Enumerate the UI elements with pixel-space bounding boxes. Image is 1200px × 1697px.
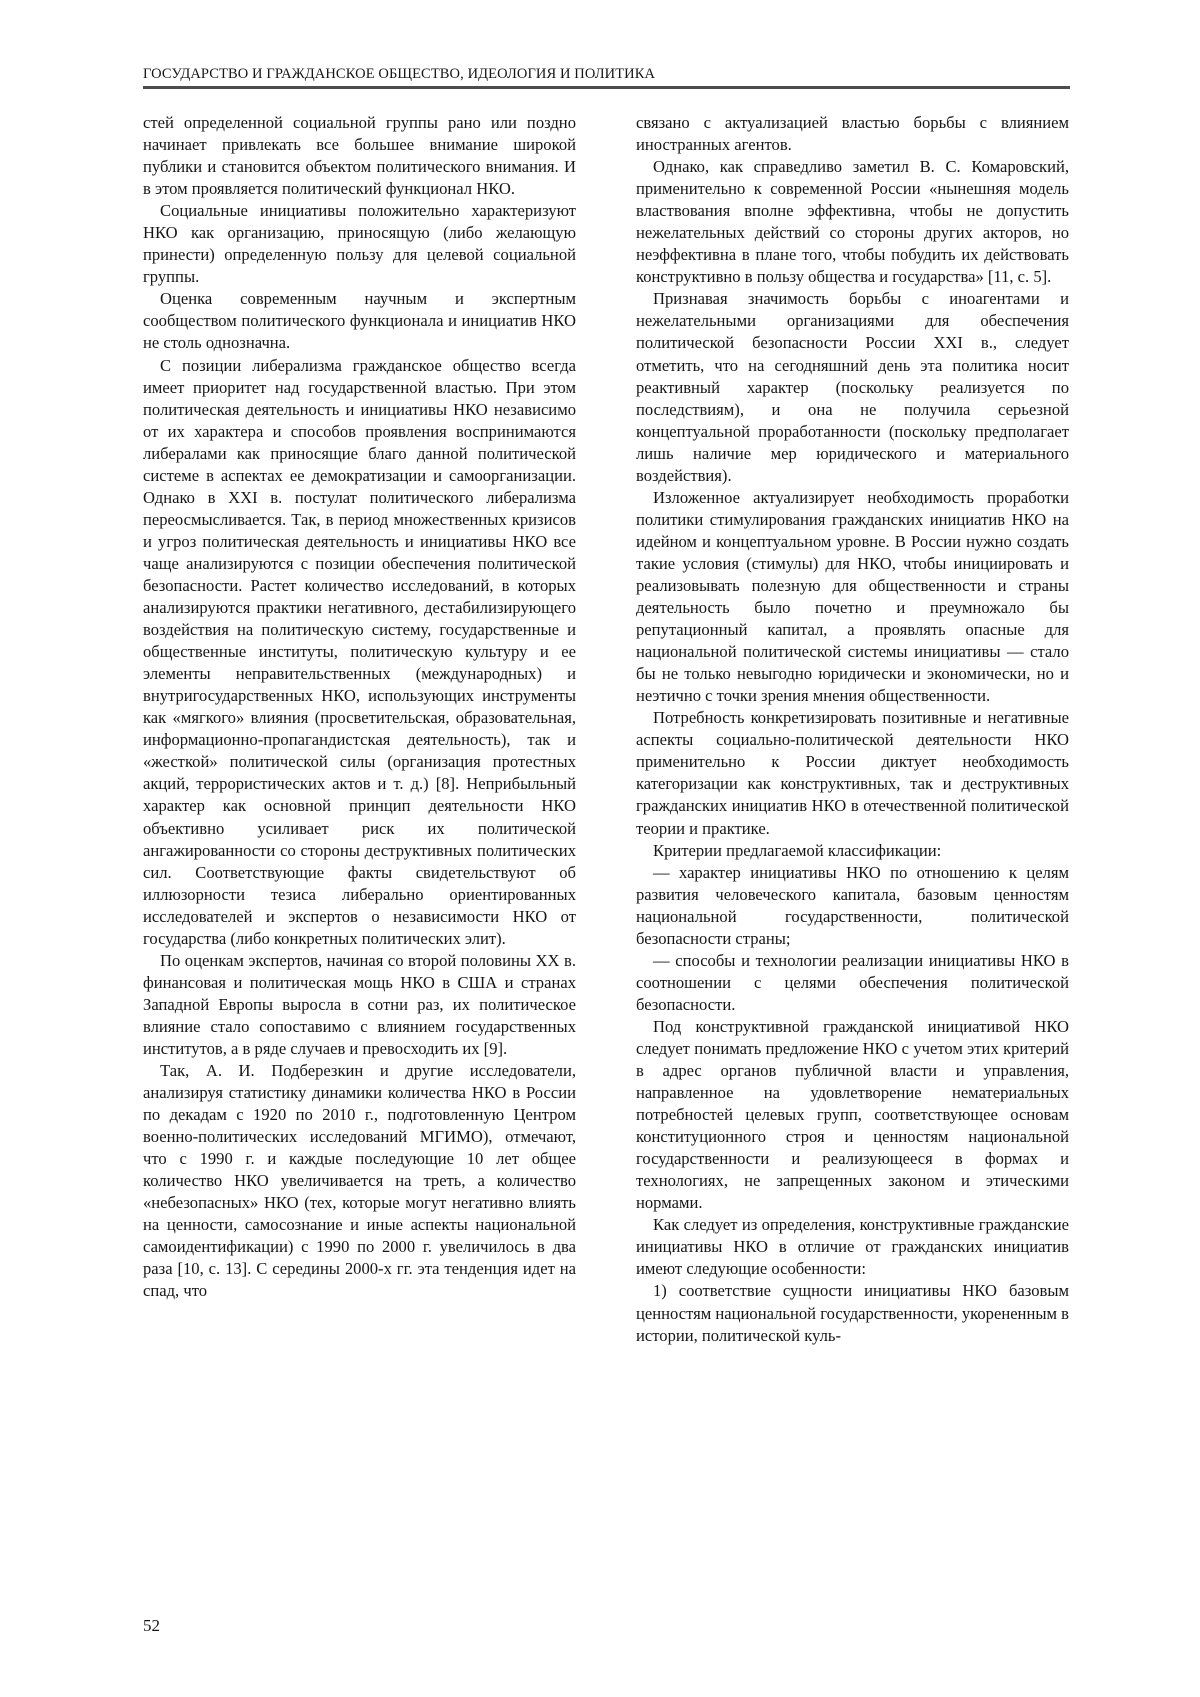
paragraph: стей определенной социальной группы рано или поздно начинает привлекать все большее внимание широкой публики и становится объектом политического внимания. И в этом проявляется политический функционал НКО. bbox=[143, 113, 576, 199]
paragraph: связано с актуализацией властью борьбы с влиянием иностранных агентов. bbox=[636, 113, 1069, 155]
paragraph: Оценка современным научным и экспертным сообществом политического функционала и инициатив НКО не столь однозначна. bbox=[143, 289, 576, 353]
paragraph: Изложенное актуализирует необходимость проработки политики стимулирования гражданских инициатив НКО на идейном и концептуальном уровне. В России нужно создать такие условия (стимулы) для НКО, чтобы инициировать и реализовывать полезную для общественности и страны деятельность было почетно и преумножало бы репутационный капитал, а проявлять опасные для национальной политической системы инициативы — стало бы не только невыгодно юридически и экономически, но и неэтично с точки зрения мнения общественности. bbox=[636, 487, 1069, 706]
running-header: ГОСУДАРСТВО И ГРАЖДАНСКОЕ ОБЩЕСТВО, ИДЕОЛОГИЯ И ПОЛИТИКА bbox=[143, 66, 656, 82]
paragraph: Социальные инициативы положительно характеризуют НКО как организацию, приносящую (либо желающую принести) определенную пользу для целевой социальной группы. bbox=[143, 201, 576, 287]
paragraph: Признавая значимость борьбы с иноагентами и нежелательными организациями для обеспечения политической безопасности России XXI в., следует отметить, что на сегодняшний день эта политика носит реактивный характер (поскольку реализуется по последствиям), и она не получила серьезной концептуальной проработанности (поскольку предполагает лишь наличие мер юридического и материального воздействия). bbox=[636, 289, 1069, 485]
paragraph: Так, А. И. Подберезкин и другие исследователи, анализируя статистику динамики количества НКО в России по декадам с 1920 по 2010 г., подготовленную Центром военно-политических исследований МГИМО), отмечают, что с 1990 г. и каждые последующие 10 лет общее количество НКО увеличивается на треть, а количество «небезопасных» НКО (тех, которые могут негативно влиять на ценности, самосознание и иные аспекты национальной самоидентификации) с 1990 по 2000 г. увеличилось в два раза [10, с. 13]. С середины 2000-х гг. эта тенденция идет на спад, что bbox=[143, 1061, 576, 1301]
paragraph: Под конструктивной гражданской инициативой НКО следует понимать предложение НКО с учетом этих критерий в адрес органов публичной власти и управления, направленное на удовлетворение нематериальных потребностей целевых групп, соответствующее основам конституционного строя и ценностям национальной государственности и реализующееся в формах и технологиях, не запрещенных законом и этическими нормами. bbox=[636, 1016, 1069, 1213]
header-rule bbox=[143, 86, 1070, 89]
list-item: — способы и технологии реализации инициативы НКО в соотношении с целями обеспечения политической безопасности. bbox=[636, 950, 1069, 1014]
list-item: — характер инициативы НКО по отношению к целям развития человеческого капитала, базовым ценностям национальной государственности, политической безопасности страны; bbox=[636, 862, 1069, 948]
paragraph: По оценкам экспертов, начиная со второй половины XX в. финансовая и политическая мощь НКО в США и странах Западной Европы выросла в сотни раз, их политическое влияние стало сопоставимо с влиянием государственных институтов, а в ряде случаев и превосходить их [9]. bbox=[143, 950, 576, 1058]
paragraph: Однако, как справедливо заметил В. С. Комаровский, применительно к современной России «нынешняя модель властвования вполне эффективна, чтобы не допустить нежелательных действий со стороны других акторов, но неэффективна в плане того, чтобы побудить их действовать конструктивно в пользу общества и государства» [11, с. 5]. bbox=[636, 157, 1069, 287]
right-column bbox=[636, 112, 1069, 1347]
paragraph: Как следует из определения, конструктивные гражданские инициативы НКО в отличие от гражданских инициатив имеют следующие особенности: bbox=[636, 1215, 1069, 1279]
left-column bbox=[143, 112, 576, 1303]
paragraph: Критерии предлагаемой классификации: bbox=[653, 840, 942, 860]
paragraph: С позиции либерализма гражданское общество всегда имеет приоритет над государственной властью. При этом политическая деятельность и инициативы НКО независимо от их характера и способов проявления воспринимаются либералами как приносящие благо данной политической системе в аспектах ее демократизации и самоорганизации. Однако в XXI в. постулат политического либерализма переосмысливается. Так, в период множественных кризисов и угроз политическая деятельность и инициативы НКО все чаще анализируются с позиции обеспечения политической безопасности. Растет количество исследований, в которых анализируются практики негативного, дестабилизирующего воздействия на политическую систему, государственные и общественные институты, политическую культуру и ее элементы неправительственных (международных) и внутригосударственных НКО, использующих инструменты как «мягкого» влияния (просветительская, образовательная, информационно-пропагандистская деятельность), так и «жесткой» политической силы (организация протестных акций, террористических актов и т. д.) [8]. Неприбыльный характер как основной принцип деятельности НКО объективно усиливает риск их политической ангажированности со стороны деструктивных политических сил. Соответствующие факты свидетельствуют об иллюзорности тезиса либерально ориентированных исследователей и экспертов о независимости НКО от государства (либо конкретных политических элит). bbox=[143, 355, 576, 948]
paragraph: Потребность конкретизировать позитивные и негативные аспекты социально-политической деятельности НКО применительно к России диктует необходимость категоризации как конструктивных, так и деструктивных гражданских инициатив НКО в отечественной политической теории и практике. bbox=[636, 708, 1069, 838]
page-number: 52 bbox=[143, 1616, 160, 1635]
list-item: 1) соответствие сущности инициативы НКО базовым ценностям национальной государственности, укорененным в истории, политической куль- bbox=[636, 1281, 1069, 1345]
